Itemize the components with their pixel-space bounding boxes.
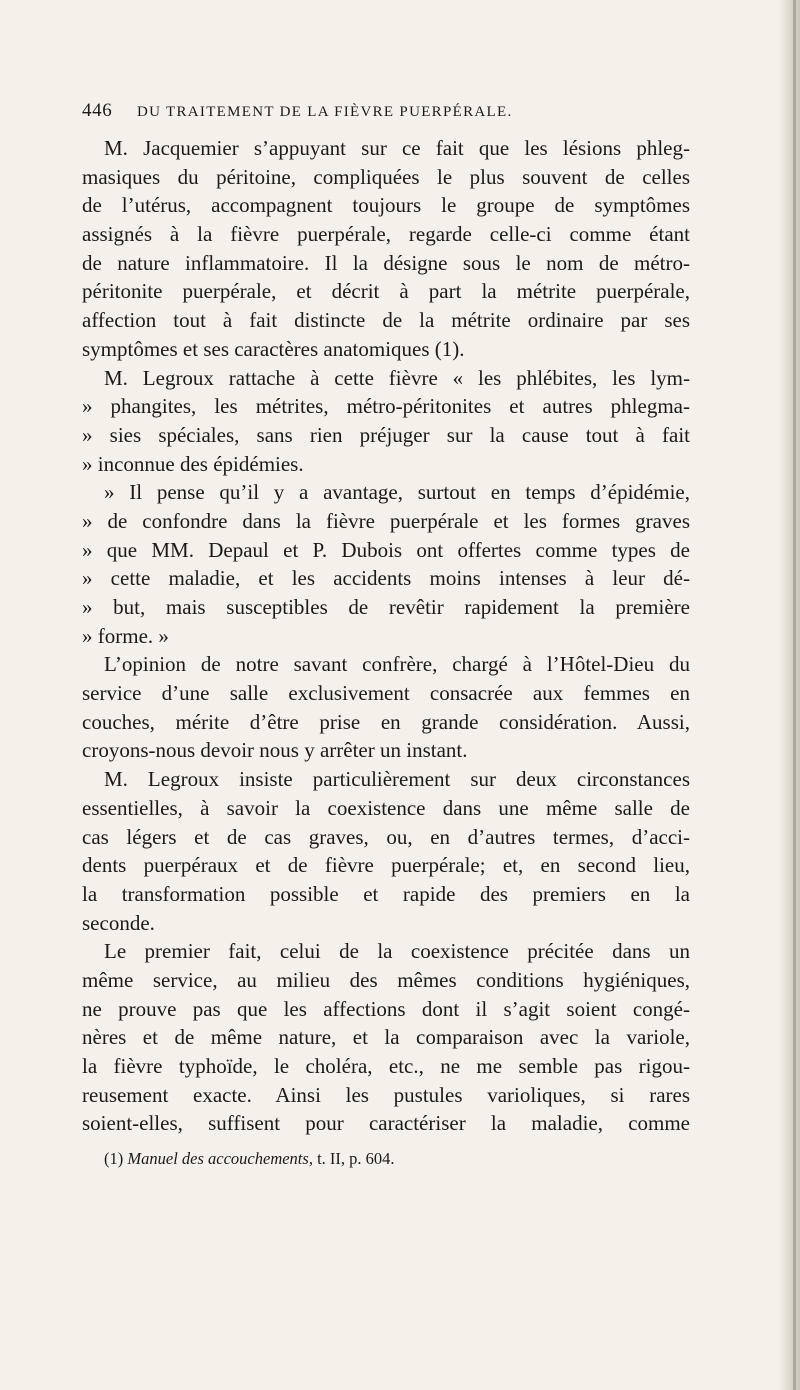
scan-page-edge	[778, 0, 800, 1390]
text-line: nères et de même nature, et la comparaison avec la variole,	[82, 1025, 690, 1050]
scan-binding-shadow	[793, 0, 796, 1390]
text-line: » sies spéciales, sans rien préjuger sur la cause tout à fait	[82, 422, 690, 447]
text-line: couches, mérite d’être prise en grande considération. Aussi,	[82, 709, 690, 734]
text-line: de l’utérus, accompagnent toujours le groupe de symptômes	[82, 193, 690, 218]
body-text	[82, 134, 690, 1138]
text-line: » cette maladie, et les accidents moins intenses à leur dé-	[82, 566, 690, 591]
text-line: M. Jacquemier s’appuyant sur ce fait que les lésions phleg-	[104, 136, 690, 160]
text-line: » forme. »	[82, 623, 169, 648]
text-line: » inconnue des épidémies.	[82, 451, 304, 476]
text-line: symptômes et ses caractères anatomiques (1).	[82, 336, 465, 361]
text-line: même service, au milieu des mêmes conditions hygiéniques,	[82, 967, 690, 992]
text-line: essentielles, à savoir la coexistence dans une même salle de	[82, 795, 690, 820]
footnote-source: Manuel des accouchements	[127, 1149, 309, 1169]
text-line: » phangites, les métrites, métro-péritonites et autres phlegma-	[82, 394, 690, 419]
text-line: M. Legroux insiste particulièrement sur deux circonstances	[104, 767, 690, 792]
text-line: ne prouve pas que les affections dont il s’agit soient congé-	[82, 996, 690, 1021]
text-line: L’opinion de notre savant confrère, chargé à l’Hôtel-Dieu du	[104, 652, 690, 677]
text-line: croyons-nous devoir nous y arrêter un instant.	[82, 738, 468, 763]
text-line: » Il pense qu’il y a avantage, surtout en temps d’épidémie,	[104, 480, 690, 505]
running-head	[82, 100, 772, 134]
text-line: service d’une salle exclusivement consacrée aux femmes en	[82, 681, 690, 706]
text-line: la fièvre typhoïde, le choléra, etc., ne me semble pas rigou-	[82, 1054, 690, 1078]
footnote-reference: , t. II, p. 604.	[308, 1149, 395, 1169]
text-line: assignés à la fièvre puerpérale, regarde celle-ci comme étant	[82, 222, 690, 247]
text-line: Le premier fait, celui de la coexistence précitée dans un	[104, 939, 690, 964]
running-title: DU TRAITEMENT DE LA FIÈVRE PUERPÉRALE.	[136, 104, 513, 120]
text-line: reusement exacte. Ainsi les pustules varioliques, si rares	[82, 1082, 690, 1107]
footnote-marker: (1)	[104, 1149, 124, 1169]
text-line: la transformation possible et rapide des premiers en la	[82, 881, 690, 906]
text-line: dents puerpéraux et de fièvre puerpérale; et, en second lieu,	[82, 853, 690, 878]
text-line: seconde.	[82, 910, 155, 935]
text-line: masiques du péritoine, compliquées le plus souvent de celles	[82, 164, 690, 189]
text-line: péritonite puerpérale, et décrit à part la métrite puerpérale,	[82, 279, 690, 304]
text-line: » but, mais susceptibles de revêtir rapidement la première	[82, 595, 690, 619]
text-line: » que MM. Depaul et P. Dubois ont offertes comme types de	[82, 537, 690, 562]
text-line: affection tout à fait distincte de la métrite ordinaire par ses	[82, 308, 690, 333]
page-number: 446	[82, 100, 113, 121]
text-line: M. Legroux rattache à cette fièvre « les phlébites, les lym-	[104, 365, 690, 390]
book-page	[82, 100, 772, 1172]
text-line: » de confondre dans la fièvre puerpérale et les formes graves	[82, 508, 690, 533]
text-line: de nature inflammatoire. Il la désigne sous le nom de métro-	[82, 250, 690, 275]
text-line: soient-elles, suffisent pour caractériser la maladie, comme	[82, 1111, 690, 1136]
footnote	[82, 1146, 772, 1172]
text-line: cas légers et de cas graves, ou, en d’autres termes, d’acci-	[82, 824, 690, 849]
